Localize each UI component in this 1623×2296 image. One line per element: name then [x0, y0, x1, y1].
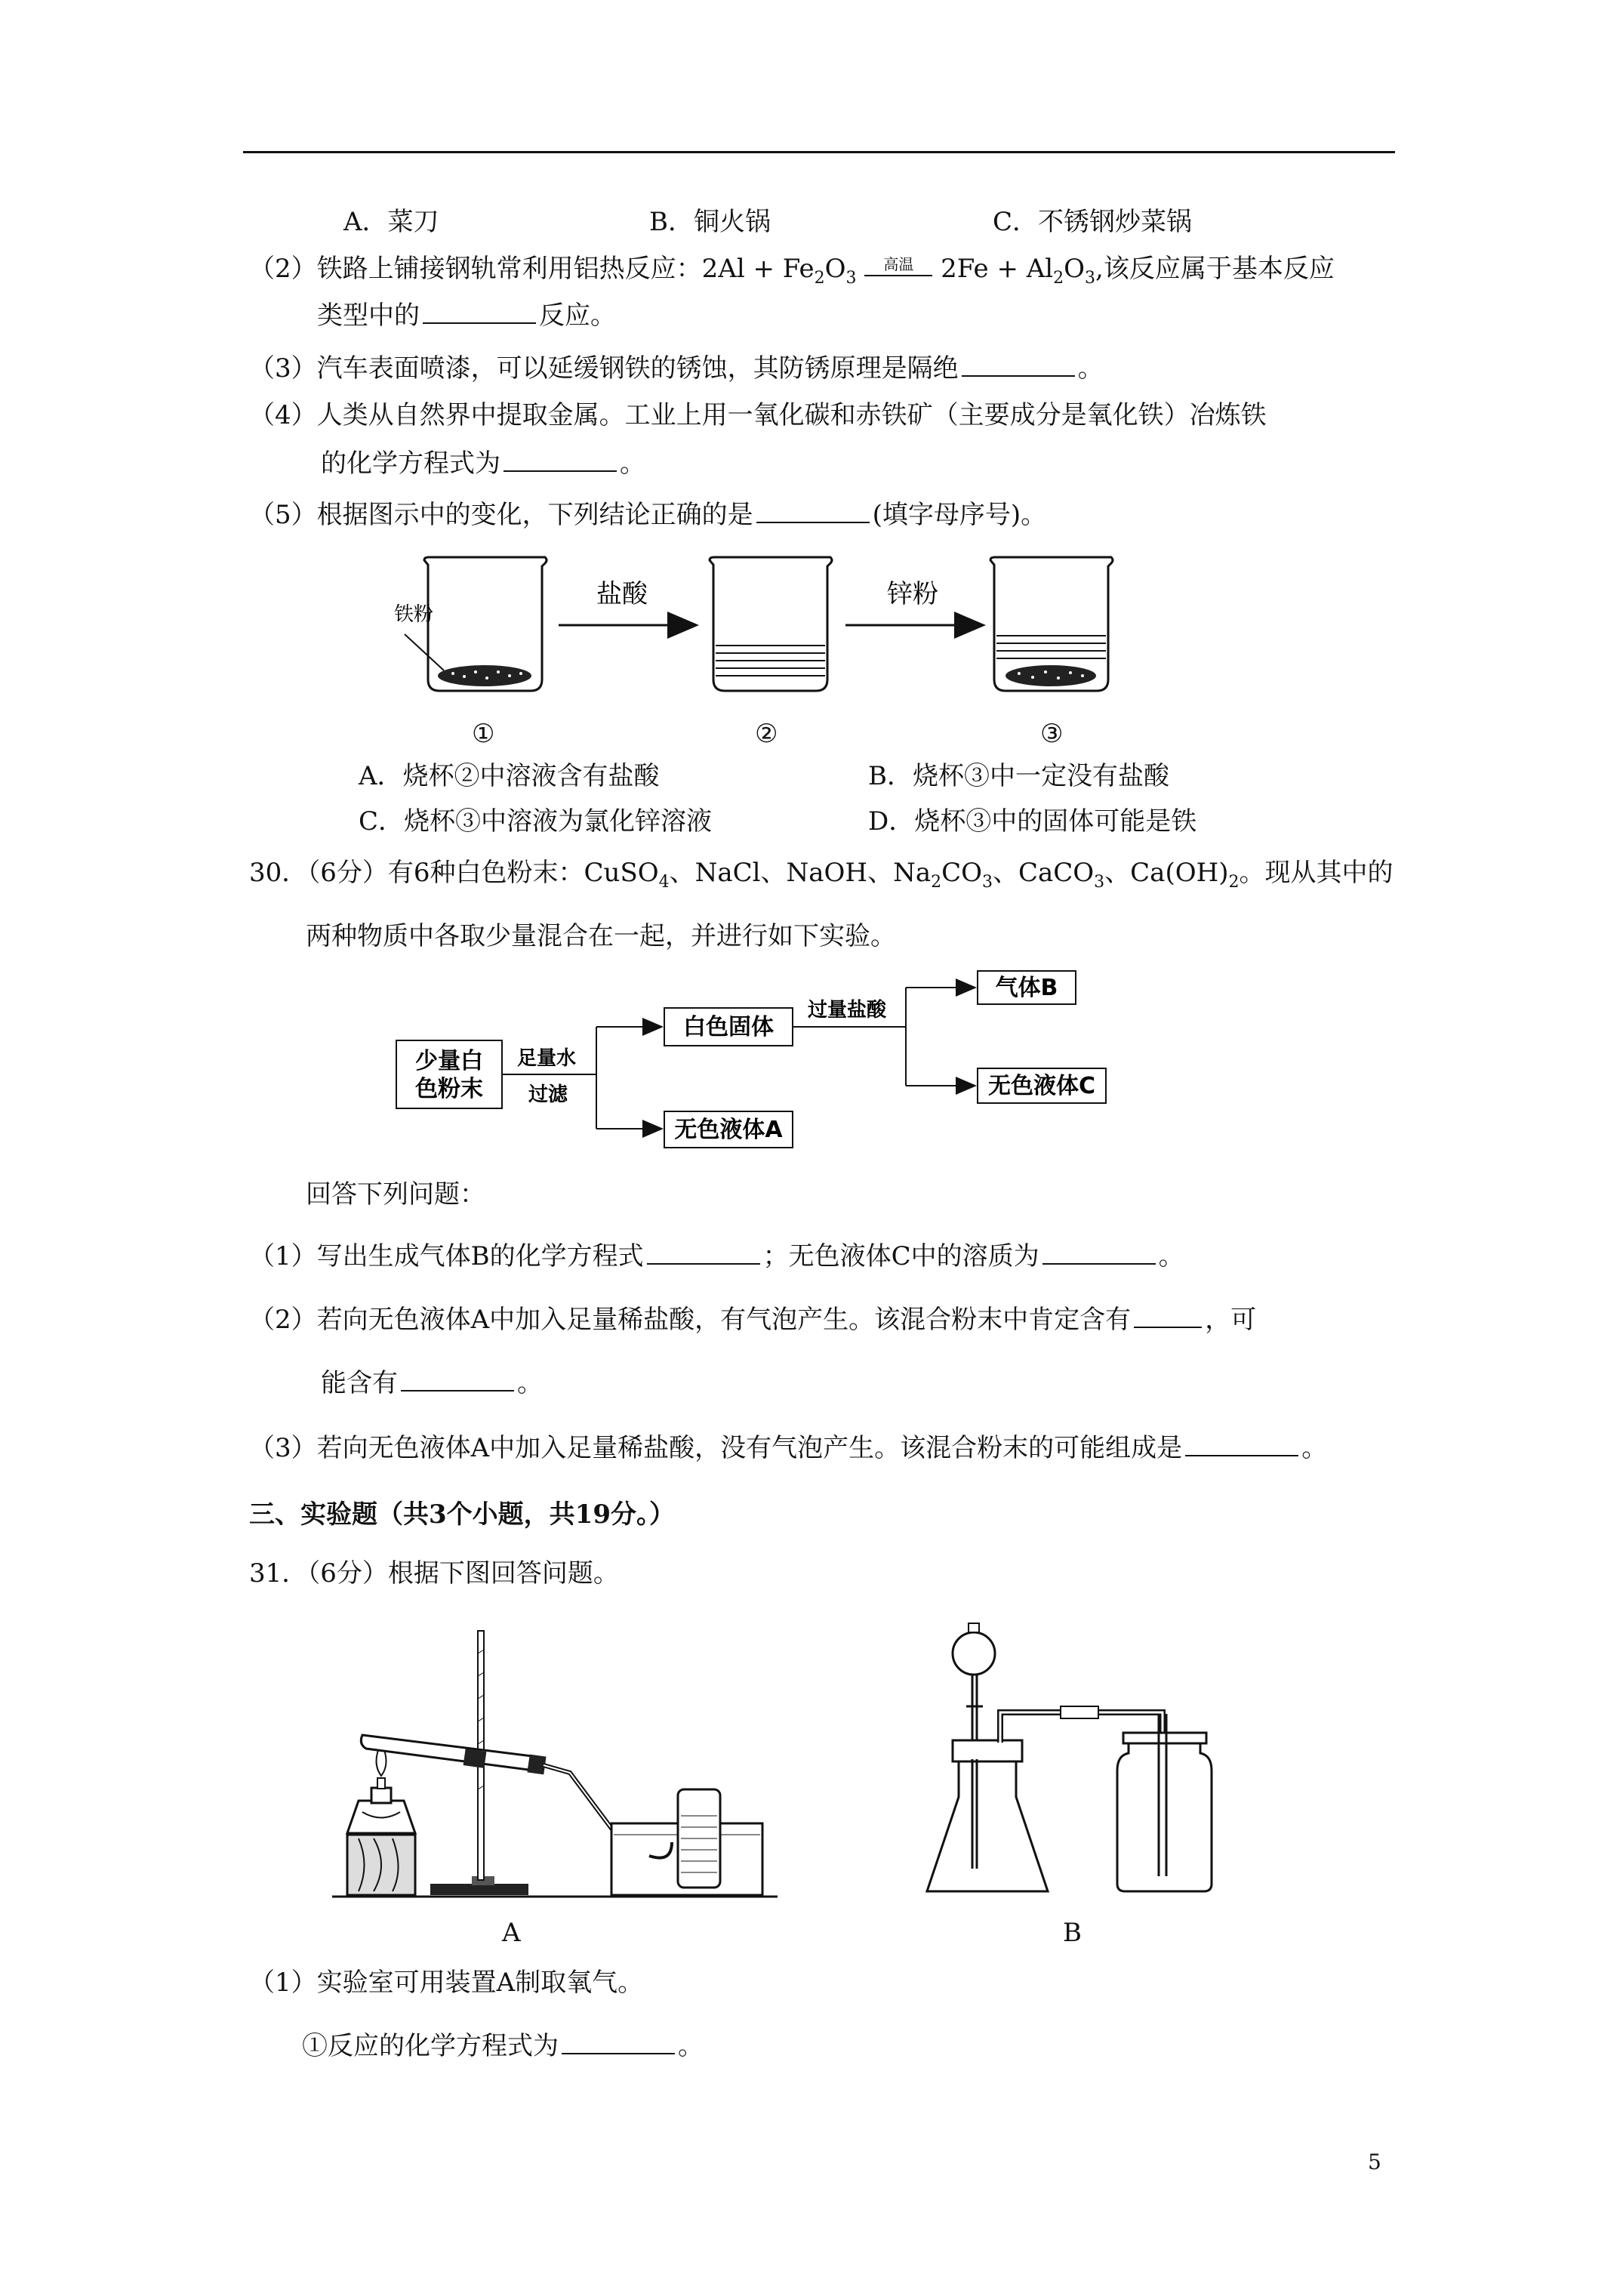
- q31-part1-1: ①反应的化学方程式为 。: [302, 2031, 704, 2061]
- step1-top-label: 足量水: [517, 1047, 577, 1070]
- q30-part1: （1）写出生成气体B的化学方程式 ；无色液体C中的溶质为 。: [249, 1241, 1184, 1271]
- q30-part2-line2: 能含有 。: [321, 1368, 543, 1398]
- gas-collecting-bottle: [1117, 1714, 1212, 1891]
- answer-blank[interactable]: [1185, 1432, 1298, 1456]
- q29-part5: （5）根据图示中的变化，下列结论正确的是 (填字母序号)。: [249, 500, 1047, 530]
- option-c: C．不锈钢炒菜锅: [993, 207, 1193, 237]
- answer-blank[interactable]: [401, 1367, 514, 1391]
- beaker-label-2: ②: [755, 719, 778, 749]
- step1-bottom-label: 过滤: [528, 1083, 568, 1106]
- q30-part2-line1: （2）若向无色液体A中加入足量稀盐酸，有气泡产生。该混合粉末中肯定含有 ，可: [249, 1305, 1257, 1335]
- answer-blank[interactable]: [1042, 1240, 1156, 1265]
- answer-blank[interactable]: [1134, 1304, 1202, 1328]
- q31-title: 31．（6分）根据下图回答问题。: [249, 1558, 619, 1589]
- liquid-a-label: 无色液体A: [674, 1117, 783, 1143]
- q30-stem-line1: 30．（6分）有6种白色粉末：CuSO$_4$、NaCl、NaOH、$Na_2CO_3$、CaCO$_3$、$Ca(OH)_2$。现从其中的: [249, 858, 1394, 892]
- step2-label: 过量盐酸: [808, 999, 887, 1022]
- answer-prompt: 回答下列问题：: [306, 1179, 485, 1210]
- liquid-c-label: 无色液体C: [987, 1073, 1096, 1099]
- experiment-flowchart: [393, 966, 1117, 1163]
- option5-c: C．烧杯③中溶液为氯化锌溶液: [359, 806, 713, 837]
- q30-stem-line2: 两种物质中各取少量混合在一起，并进行如下实验。: [306, 921, 896, 951]
- q29-part2-line1: （2）铁路上铺接钢轨常利用铝热反应：$2Al + Fe_2O_3$ 高温 $2Fe + Al_2O_3$,该反应属于基本反应: [249, 252, 1335, 295]
- test-tube: [361, 1735, 546, 1774]
- beaker-3: [990, 557, 1113, 691]
- apparatus-a: [317, 1608, 785, 1910]
- option5-b: B．烧杯③中一定没有盐酸: [868, 761, 1169, 791]
- beaker-label-1: ①: [472, 719, 495, 749]
- option-b: B．铜火锅: [649, 207, 771, 237]
- answer-blank[interactable]: [962, 353, 1075, 377]
- option-a: A．菜刀: [343, 207, 439, 237]
- reaction-condition: 高温: [883, 255, 914, 273]
- beaker-1: [394, 557, 547, 691]
- q29-part3: （3）汽车表面喷漆，可以延缓钢铁的锈蚀，其防锈原理是隔绝 。: [249, 353, 1104, 384]
- section-3-heading: 三、实验题（共3个小题，共19分。）: [249, 1499, 675, 1530]
- q29-part4-line1: （4）人类从自然界中提取金属。工业上用一氧化碳和赤铁矿（主要成分是氧化铁）冶炼铁: [249, 400, 1267, 430]
- apparatus-b: [913, 1616, 1230, 1903]
- arrow-label-zinc: 锌粉: [887, 579, 938, 609]
- white-solid-label: 白色固体: [683, 1014, 774, 1040]
- stopper: [527, 1755, 546, 1775]
- stand-base: [430, 1884, 528, 1895]
- separatory-funnel: [953, 1623, 995, 1759]
- q29-part4-line2: 的化学方程式为 。: [321, 448, 645, 479]
- flask-stopper: [953, 1740, 1022, 1761]
- header-rule: [243, 151, 1395, 153]
- option5-a: A．烧杯②中溶液含有盐酸: [359, 761, 660, 791]
- alcohol-lamp: [347, 1743, 415, 1833]
- q30-part3: （3）若向无色液体A中加入足量稀盐酸，没有气泡产生。该混合粉末的可能组成是 。: [249, 1433, 1328, 1463]
- beaker-2: [710, 557, 832, 691]
- q29-part2-line2: 类型中的 反应。: [317, 300, 616, 331]
- apparatus-b-label: B: [1063, 1918, 1082, 1948]
- start-text-2: 色粉末: [415, 1076, 483, 1102]
- apparatus-a-label: A: [502, 1918, 521, 1948]
- beaker-label-3: ③: [1040, 719, 1064, 749]
- rubber-connector: [1061, 1706, 1098, 1718]
- answer-blank[interactable]: [504, 448, 617, 472]
- water-trough: [611, 1789, 762, 1895]
- iron-powder-label: 铁粉: [394, 603, 434, 626]
- iron-powder-particles: [438, 665, 531, 686]
- page-number: 5: [1368, 2150, 1381, 2174]
- answer-blank[interactable]: [423, 300, 536, 324]
- answer-blank[interactable]: [562, 2030, 675, 2054]
- answer-blank[interactable]: [647, 1240, 760, 1265]
- option5-d: D．烧杯③中的固体可能是铁: [868, 806, 1197, 837]
- gas-b-label: 气体B: [995, 975, 1058, 1001]
- start-text-1: 少量白: [415, 1048, 483, 1074]
- answer-blank[interactable]: [756, 499, 870, 523]
- arrow-label-hcl: 盐酸: [596, 579, 648, 609]
- conical-flask: [927, 1740, 1048, 1891]
- q31-part1: （1）实验室可用装置A制取氧气。: [249, 1968, 644, 1998]
